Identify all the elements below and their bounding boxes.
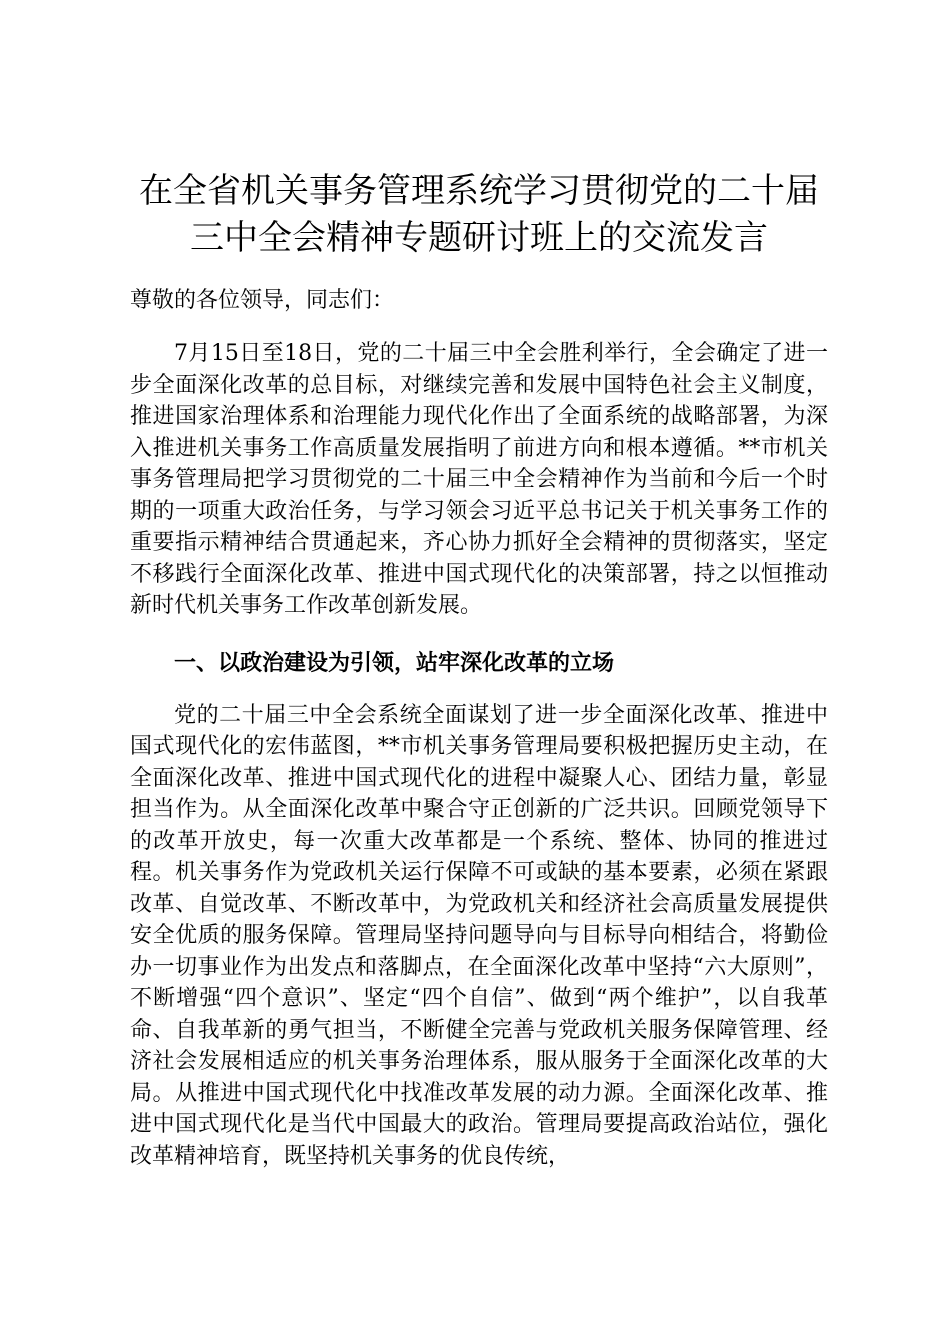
- salutation: 尊敬的各位领导，同志们：: [130, 288, 395, 313]
- title-line-1: 在全省机关事务管理系统学习贯彻党的二十届: [139, 171, 819, 211]
- document-page: [130, 168, 828, 1172]
- paragraph-2: 党的二十届三中全会系统全面谋划了进一步全面深化改革、推进中国式现代化的宏伟蓝图，**市机关事务管理局要积极把握历史主动，在全面深化改革、推进中国式现代化的进程中凝聚人心、团结力量，彰显担当作为。从全面深化改革中聚合守正创新的广泛共识。回顾党领导下的改革开放史，每一次重大改革都是一个系统、整体、协同的推进过程。机关事务作为党政机关运行保障不可或缺的基本要素，必须在紧跟改革、自觉改革、不断改革中，为党政机关和经济社会高质量发展提供安全优质的服务保障。管理局坚持问题导向与目标导向相结合，将勤俭办一切事业作为出发点和落脚点，在全面深化改革中坚持“六大原则”，不断增强“四个意识”、坚定“四个自信”、做到“两个维护”，以自我革命、自我革新的勇气担当，不断健全完善与党政机关服务保障管理、经济社会发展相适应的机关事务治理体系，服从服务于全面深化改革的大局。从推进中国式现代化中找准改革发展的动力源。全面深化改革、推进中国式现代化是当代中国最大的政治。管理局要提高政治站位，强化改革精神培育，既坚持机关事务的优良传统，: [130, 702, 828, 1169]
- document-title: [130, 168, 828, 262]
- title-line-2: 三中全会精神专题研讨班上的交流发言: [190, 218, 768, 258]
- paragraph-1: 7月15日至18日，党的二十届三中全会胜利举行，全会确定了进一步全面深化改革的总目标，对继续完善和发展中国特色社会主义制度，推进国家治理体系和治理能力现代化作出了全面系统的战略部署，为深入推进机关事务工作高质量发展指明了前进方向和根本遵循。**市机关事务管理局把学习贯彻党的二十届三中全会精神作为当前和今后一个时期的一项重大政治任务，与学习领会习近平总书记关于机关事务工作的重要指示精神结合贯通起来，齐心协力抓好全会精神的贯彻落实，坚定不移践行全面深化改革、推进中国式现代化的决策部署，持之以恒推动新时代机关事务工作改革创新发展。: [130, 341, 828, 618]
- section-heading-1: 一、以政治建设为引领，站牢深化改革的立场: [174, 650, 615, 676]
